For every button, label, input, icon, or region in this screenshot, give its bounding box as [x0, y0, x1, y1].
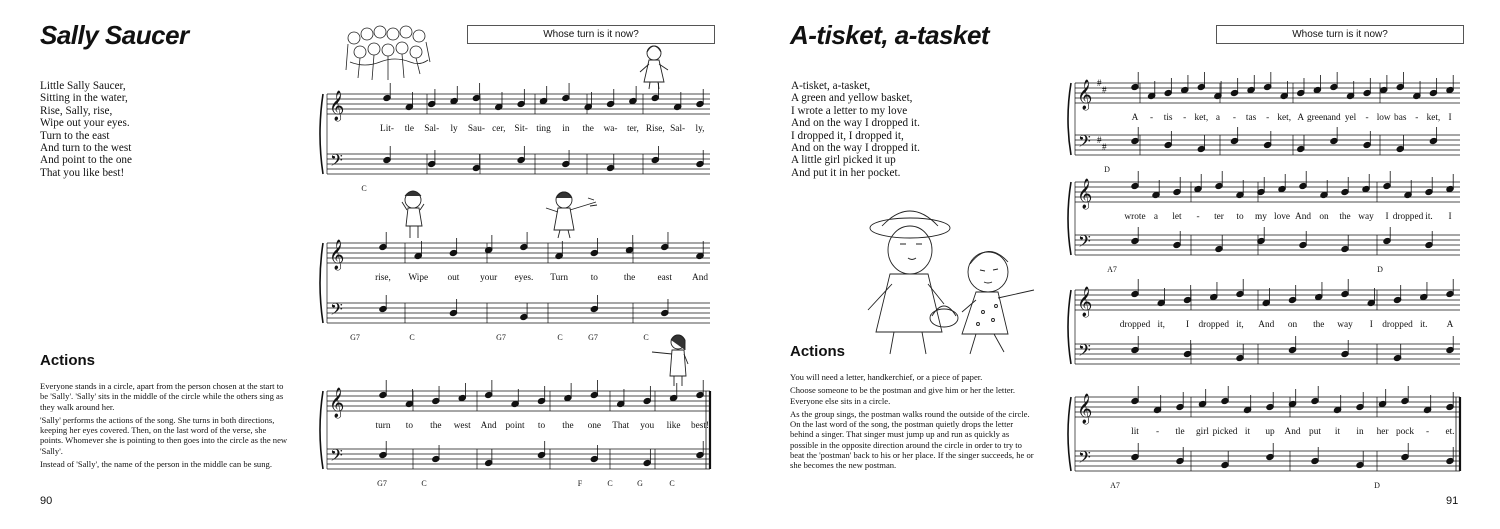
lyric-syllable: Lit-: [380, 124, 394, 134]
lyric-syllable: Sit-: [514, 124, 528, 134]
left-actions-text: [40, 381, 290, 472]
sally-saucer-score: [300, 80, 720, 510]
lyric-syllable: the: [623, 273, 636, 283]
lyric-syllable: it,: [1157, 320, 1165, 330]
chord-symbol: G7: [496, 333, 506, 342]
lyric-line: Turn to the east: [40, 129, 110, 142]
lyric-syllable: the: [1339, 212, 1351, 222]
lyric-syllable: put: [1309, 427, 1321, 437]
lyric-syllable: And: [1258, 320, 1275, 330]
treble-clef: 𝄞: [329, 240, 345, 269]
actions-paragraph: Everyone stands in a circle, apart from the person chosen at the start to be 'Sally'. 'Sally' sits in the middle of the circle while the others sing as they walk around her.: [40, 381, 284, 412]
lyric-syllable: dropped: [1198, 320, 1229, 330]
actions-paragraph: Instead of 'Sally', the name of the person in the middle can be sung.: [40, 459, 272, 470]
lyric-syllable: -: [1425, 427, 1430, 437]
brace: [1068, 290, 1071, 364]
lyric-syllable: eyes.: [514, 273, 534, 283]
bass-clef: 𝄢: [1078, 449, 1091, 471]
lyric-syllable: Wipe: [408, 273, 429, 283]
lyric-syllable: rise,: [375, 273, 391, 283]
lyric-syllable: I: [1185, 320, 1190, 330]
lyric-syllable: -: [1155, 427, 1160, 437]
lyric-syllable: I: [1369, 320, 1373, 330]
lyric-syllable: A: [1297, 113, 1305, 123]
chord-symbol: G7: [377, 479, 387, 488]
left-actions-heading: Actions: [40, 352, 96, 369]
lyric-syllable: the: [1313, 320, 1325, 330]
lyric-syllable: dropped: [1392, 212, 1424, 222]
chord-symbol: G7: [350, 333, 360, 342]
bass-clef: 𝄢: [330, 447, 343, 469]
chord-symbol: C: [361, 184, 367, 193]
lyric-line: That you like best!: [40, 166, 125, 179]
chord-symbol: C: [643, 333, 649, 342]
key-sharp: #: [1102, 142, 1107, 152]
lyric-syllable: way: [1358, 212, 1374, 222]
lyric-line: And on the way I dropped it.: [791, 117, 920, 130]
brace: [320, 391, 323, 469]
lyric-syllable: her: [1376, 427, 1389, 437]
chord-symbol: A7: [1107, 265, 1117, 274]
left-lyrics: [40, 80, 132, 179]
chord-symbol: C: [409, 333, 415, 342]
lyric-syllable: bas: [1394, 113, 1407, 123]
right-turn-box: Whose turn is it now?: [1216, 25, 1464, 44]
lyric-syllable: wrote: [1124, 212, 1146, 222]
lyric-syllable: the: [582, 124, 594, 134]
brace: [1068, 182, 1071, 255]
chord-symbol: C: [607, 479, 613, 488]
right-page-title: A-tisket, a-tasket: [790, 20, 990, 50]
lyric-syllable: like: [666, 421, 681, 431]
lyric-syllable: green: [1307, 113, 1328, 123]
brace: [1068, 397, 1071, 471]
lyric-syllable: best!: [690, 421, 710, 431]
treble-clef: 𝄞: [1077, 287, 1093, 316]
lyric-syllable: point: [505, 421, 525, 431]
lyric-syllable: let: [1172, 212, 1182, 222]
lyric-syllable: east: [657, 273, 673, 283]
lyric-line: A green and yellow basket,: [791, 92, 913, 105]
lyric-syllable: et.: [1445, 427, 1455, 437]
lyric-syllable: your: [480, 273, 498, 283]
lyric-syllable: ting: [536, 124, 551, 134]
bass-clef: 𝄢: [1078, 342, 1091, 364]
actions-paragraph: Choose someone to be the postman and give him or her the letter. Everyone else sits in a circle.: [790, 385, 1016, 406]
lyric-syllable: ket,: [1194, 113, 1209, 123]
lyric-syllable: I: [1385, 212, 1389, 222]
lyric-syllable: a: [1153, 212, 1159, 222]
bass-clef: 𝄢: [1078, 233, 1091, 255]
lyric-syllable: and: [1327, 113, 1341, 123]
lyric-line: A-tisket, a-tasket,: [791, 80, 871, 92]
bass-clef: 𝄢: [330, 152, 343, 174]
lyric-syllable: one: [587, 421, 602, 431]
lyric-syllable: to: [537, 421, 546, 431]
score-text-layer: [329, 90, 709, 488]
brace: [1068, 83, 1071, 155]
lyric-line: A little girl picked it up: [791, 154, 896, 167]
lyric-syllable: in: [562, 124, 570, 134]
chord-symbol: D: [1104, 165, 1110, 174]
lyric-syllable: low: [1376, 113, 1391, 123]
chord-symbol: C: [557, 333, 563, 342]
brace: [320, 94, 323, 174]
lyric-syllable: to: [405, 421, 414, 431]
brace: [320, 243, 323, 323]
lyric-syllable: to: [590, 273, 598, 283]
lyric-syllable: ket,: [1426, 113, 1441, 123]
lyric-line: And point to the one: [40, 154, 132, 167]
lyric-syllable: ly,: [695, 124, 705, 134]
lyric-syllable: my: [1255, 212, 1267, 222]
lyric-syllable: on: [1319, 212, 1329, 222]
lyric-syllable: -: [1266, 113, 1270, 123]
lyric-syllable: it.: [1425, 212, 1433, 222]
lyric-syllable: it: [1244, 427, 1251, 437]
lyric-syllable: -: [1232, 113, 1237, 123]
chord-symbol: D: [1374, 481, 1380, 490]
girl-with-basket-illustration: [838, 200, 1048, 360]
lyric-syllable: dropped: [1119, 320, 1151, 330]
lyric-syllable: dropped: [1382, 320, 1413, 330]
lyric-line: Little Sally Saucer,: [40, 80, 126, 92]
key-sharp: #: [1097, 135, 1102, 145]
lyric-syllable: up: [1265, 427, 1275, 437]
lyric-syllable: That: [612, 421, 630, 431]
lyric-syllable: ly: [450, 124, 458, 134]
lyric-syllable: A: [1131, 113, 1139, 123]
lyric-syllable: Sal-: [670, 124, 686, 134]
lyric-syllable: I: [1448, 113, 1452, 123]
lyric-syllable: I: [1448, 212, 1452, 222]
lyric-syllable: ter,: [627, 124, 639, 134]
children-group-illustration: [340, 22, 440, 84]
left-page-title: Sally Saucer: [40, 20, 189, 50]
lyric-syllable: it: [1334, 427, 1341, 437]
chord-symbol: C: [669, 479, 675, 488]
lyric-line: Sitting in the water,: [40, 92, 128, 105]
lyric-syllable: And: [1294, 212, 1312, 222]
lyric-syllable: a: [1215, 113, 1220, 123]
lyric-syllable: yel: [1344, 113, 1357, 123]
lyric-syllable: -: [1415, 113, 1419, 123]
lyric-syllable: -: [1183, 113, 1187, 123]
lyric-line: Rise, Sally, rise,: [40, 104, 113, 117]
lyric-syllable: in: [1356, 427, 1364, 437]
lyric-syllable: A: [1446, 320, 1454, 330]
lyric-syllable: way: [1337, 320, 1353, 330]
treble-clef: 𝄞: [1077, 179, 1093, 208]
lyric-syllable: lit: [1131, 427, 1139, 437]
right-actions-heading: Actions: [790, 343, 846, 360]
lyric-syllable: pock: [1395, 427, 1415, 437]
right-actions-text: [790, 372, 1038, 474]
lyric-syllable: the: [430, 421, 442, 431]
lyric-syllable: tis: [1163, 113, 1173, 123]
lyric-syllable: ter: [1214, 212, 1224, 222]
actions-paragraph: 'Sally' performs the actions of the song. She turns in both directions, keeping her eyes covered. Then, on the last word of the verse, she points. Whomever she is pointing to then goes into the circle as the new 'Sally'.: [40, 414, 288, 456]
lyric-syllable: cer,: [492, 124, 506, 134]
bass-clef: 𝄢: [1078, 133, 1091, 155]
lyric-syllable: girl: [1196, 427, 1209, 437]
lyric-syllable: turn: [375, 421, 391, 431]
lyric-syllable: Sau-: [467, 124, 485, 134]
lyric-syllable: Rise,: [645, 124, 665, 134]
lyric-line: Wipe out your eyes.: [40, 117, 130, 130]
lyric-line: And on the way I dropped it.: [791, 142, 920, 155]
lyric-syllable: And: [480, 421, 497, 431]
lyric-line: And put it in her pocket.: [791, 166, 901, 179]
actions-paragraph: You will need a letter, handkerchief, or a piece of paper.: [790, 372, 983, 382]
a-tisket-score: [1060, 72, 1470, 502]
lyric-syllable: Turn: [550, 273, 568, 283]
lyric-line: I dropped it, I dropped it,: [791, 129, 904, 142]
lyric-syllable: out: [447, 273, 460, 283]
page-number-right: 91: [1446, 495, 1459, 507]
chord-symbol: G7: [588, 333, 598, 342]
lyric-syllable: tas: [1245, 113, 1257, 123]
lyric-syllable: love: [1273, 212, 1291, 222]
lyric-syllable: to: [1236, 212, 1244, 222]
right-lyrics: [791, 80, 920, 179]
page-number-left: 90: [40, 495, 53, 507]
left-turn-box: Whose turn is it now?: [467, 25, 715, 44]
lyric-syllable: wa-: [603, 124, 618, 134]
lyric-syllable: -: [1150, 113, 1154, 123]
treble-clef: 𝄞: [329, 388, 345, 417]
lyric-syllable: west: [453, 421, 471, 431]
lyric-syllable: you: [640, 421, 655, 431]
key-sharp: #: [1102, 85, 1107, 95]
lyric-syllable: And: [691, 273, 709, 283]
treble-clef: 𝄞: [1077, 80, 1093, 109]
lyric-syllable: it.: [1420, 320, 1428, 330]
lyric-line: I wrote a letter to my love: [791, 104, 908, 117]
lyric-syllable: picked: [1212, 427, 1238, 437]
actions-paragraph: As the group sings, the postman walks round the outside of the circle. On the last word of the song, the postman quietly drops the letter behind a singer. That singer must jump up and run as quickly as possible in the opposite direction around the circle in order to try to beat the 'postman' back to his or her place. If the singer succeeds, he or she becomes the new postman.: [790, 408, 1034, 471]
lyric-syllable: tle: [404, 124, 415, 134]
lyric-syllable: tle: [1175, 427, 1185, 437]
chord-symbol: C: [421, 479, 427, 488]
chord-symbol: D: [1377, 265, 1383, 274]
bass-clef: 𝄢: [330, 301, 343, 323]
key-sharp: #: [1097, 78, 1102, 88]
chord-symbol: A7: [1110, 481, 1120, 490]
chord-symbol: F: [577, 479, 583, 488]
lyric-syllable: -: [1365, 113, 1369, 123]
lyric-syllable: And: [1284, 427, 1301, 437]
lyric-syllable: Sal-: [424, 124, 440, 134]
chord-symbol: G: [637, 479, 643, 488]
lyric-syllable: it,: [1236, 320, 1244, 330]
treble-clef: 𝄞: [1077, 394, 1093, 423]
lyric-line: And turn to the west: [40, 142, 132, 155]
lyric-syllable: ket,: [1277, 113, 1292, 123]
lyric-syllable: -: [1196, 212, 1200, 222]
treble-clef: 𝄞: [329, 91, 345, 120]
lyric-syllable: the: [562, 421, 574, 431]
lyric-syllable: on: [1287, 320, 1298, 330]
